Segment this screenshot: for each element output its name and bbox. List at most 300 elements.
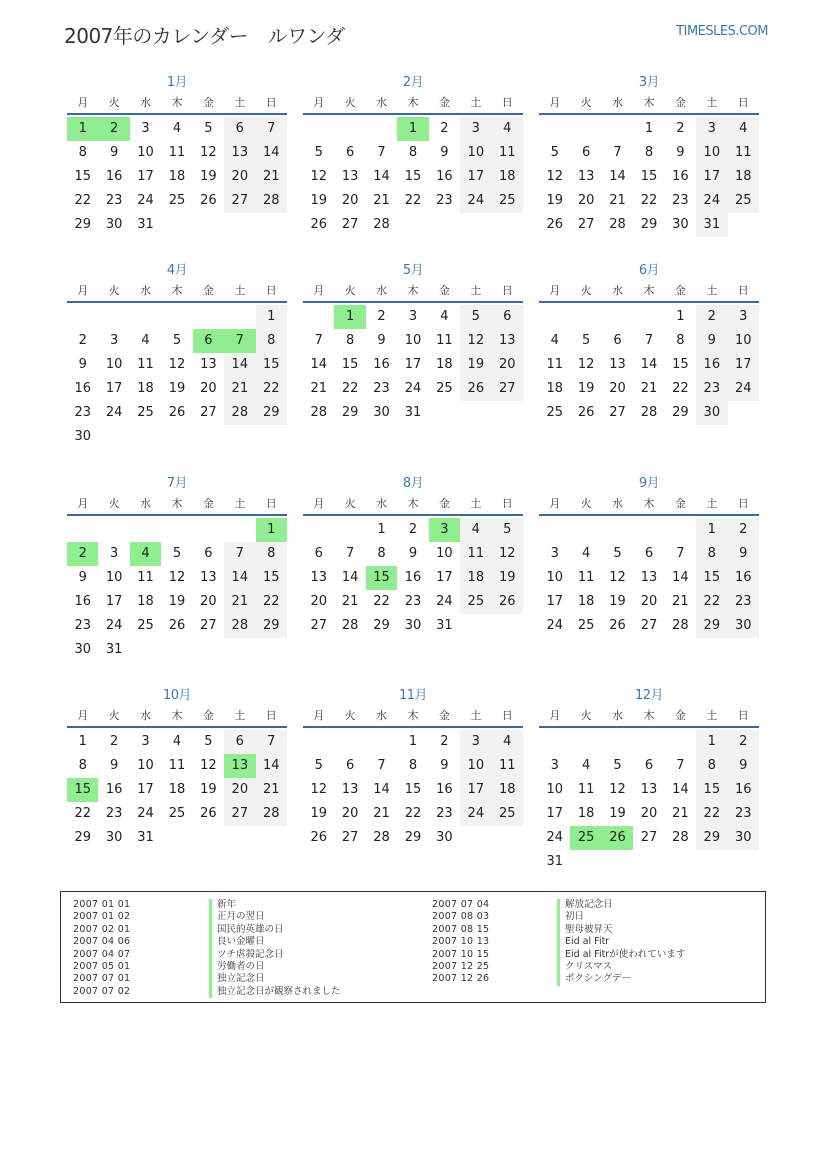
day-cell: 30: [696, 401, 727, 425]
day-cell: 18: [137, 594, 154, 609]
day-cell: 3: [141, 734, 150, 749]
day-cell: 22: [74, 193, 91, 208]
day-cell: 24: [546, 830, 563, 845]
day-cell: 28: [256, 189, 287, 213]
holiday-day-cell: 26: [602, 826, 633, 850]
holiday-day-cell: 1: [256, 518, 287, 542]
day-cell: 8: [676, 333, 685, 348]
empty-cell: [98, 518, 129, 542]
day-cell: 23: [373, 381, 390, 396]
day-cell: 25: [492, 189, 523, 213]
weekday-label: 火: [344, 709, 356, 722]
day-cell: 28: [373, 830, 390, 845]
day-cell: 3: [141, 121, 150, 136]
day-cell: 21: [310, 381, 327, 396]
holiday-day-cell: 2: [98, 117, 129, 141]
day-cell: 16: [105, 782, 123, 797]
holiday-date: 2007 05 01: [73, 960, 131, 972]
weekday-label: 日: [501, 497, 513, 510]
empty-cell: [224, 305, 255, 329]
day-cell: 6: [345, 145, 355, 160]
day-cell: 4: [141, 333, 150, 348]
weekday-label: 火: [108, 709, 120, 722]
day-cell: 14: [256, 754, 287, 778]
month-name: 3月: [638, 75, 660, 90]
day-cell: 26: [310, 830, 327, 845]
holiday-date: 2007 01 01: [73, 899, 131, 910]
weekday-label: 金: [438, 709, 450, 722]
weekday-label: 日: [501, 709, 513, 722]
empty-cell: [334, 117, 365, 141]
day-cell: 27: [341, 217, 359, 232]
holiday-day-cell: 1: [334, 305, 365, 329]
day-cell: 30: [74, 642, 91, 657]
empty-cell: [224, 518, 255, 542]
day-cell: 10: [696, 141, 727, 165]
day-cell: 22: [672, 381, 689, 396]
weekday-label: 木: [171, 96, 183, 109]
day-cell: 15: [696, 778, 727, 802]
day-cell: 14: [341, 570, 359, 585]
day-cell: 30: [728, 614, 759, 638]
day-cell: 20: [341, 806, 359, 821]
holiday-date: 2007 08 03: [432, 911, 490, 923]
day-cell: 20: [200, 381, 217, 396]
day-cell: 10: [137, 145, 154, 160]
day-cell: 7: [314, 333, 323, 348]
day-cell: 3: [460, 117, 491, 141]
day-cell: 4: [492, 117, 523, 141]
day-cell: 16: [436, 782, 453, 797]
month-name: 5月: [402, 263, 424, 278]
day-cell: 12: [460, 329, 491, 353]
day-cell: 4: [581, 758, 591, 773]
day-cell: 19: [200, 169, 217, 184]
weekday-label: 月: [549, 497, 561, 510]
weekday-label: 金: [438, 284, 450, 297]
empty-cell: [665, 730, 696, 754]
day-cell: 22: [256, 590, 287, 614]
day-cell: 29: [373, 618, 390, 633]
day-cell: 8: [256, 329, 287, 353]
day-grid: [539, 303, 759, 425]
page-title: 2007年のカレンダー ルワンダ: [64, 24, 345, 48]
day-cell: 19: [492, 566, 523, 590]
day-cell: 26: [609, 618, 626, 633]
day-cell: 23: [105, 193, 123, 208]
holiday-list: [60, 891, 766, 1003]
day-cell: 3: [408, 309, 418, 324]
day-cell: 3: [109, 546, 119, 561]
day-cell: 9: [728, 754, 759, 778]
site-brand[interactable]: TIMESLES.COM: [676, 24, 768, 39]
holiday-date: 2007 07 02: [73, 985, 131, 997]
day-cell: 8: [78, 758, 87, 773]
empty-cell: [570, 117, 601, 141]
day-grid: [303, 728, 523, 850]
weekday-label: 金: [202, 497, 214, 510]
weekday-label: 金: [674, 284, 686, 297]
day-cell: 14: [224, 353, 255, 377]
day-cell: 13: [224, 141, 255, 165]
month-name: 1月: [166, 75, 188, 90]
day-cell: 23: [436, 193, 453, 208]
day-cell: 17: [696, 165, 727, 189]
day-cell: 16: [105, 169, 123, 184]
day-cell: 8: [78, 145, 87, 160]
holiday-name: 初日: [557, 911, 584, 923]
weekday-header: [67, 93, 287, 115]
day-cell: 11: [168, 145, 186, 160]
weekday-label: 木: [407, 96, 419, 109]
weekday-label: 月: [313, 497, 325, 510]
day-cell: 10: [460, 754, 491, 778]
day-cell: 18: [577, 806, 595, 821]
day-cell: 11: [168, 758, 186, 773]
empty-cell: [602, 305, 633, 329]
day-cell: 10: [137, 758, 154, 773]
weekday-label: 土: [234, 284, 246, 297]
day-cell: 27: [492, 377, 523, 401]
day-cell: 10: [546, 570, 563, 585]
holiday-name: 独立記念日: [209, 973, 265, 985]
day-cell: 10: [436, 546, 453, 561]
day-cell: 10: [105, 357, 123, 372]
day-cell: 29: [672, 405, 689, 420]
day-cell: 7: [676, 758, 685, 773]
weekday-label: 月: [313, 284, 325, 297]
day-cell: 2: [377, 309, 386, 324]
day-cell: 21: [341, 594, 359, 609]
day-cell: 14: [256, 141, 287, 165]
day-cell: 12: [546, 169, 563, 184]
day-cell: 22: [341, 381, 359, 396]
day-cell: 7: [676, 546, 685, 561]
weekday-label: 月: [313, 709, 325, 722]
day-cell: 20: [640, 806, 658, 821]
day-cell: 30: [672, 217, 689, 232]
day-cell: 28: [310, 405, 327, 420]
holiday-day-cell: 6: [193, 329, 224, 353]
day-cell: 11: [728, 141, 759, 165]
day-cell: 17: [546, 806, 563, 821]
day-grid: [67, 115, 287, 237]
month-calendar: [539, 73, 759, 237]
day-cell: 12: [168, 570, 186, 585]
day-cell: 15: [256, 353, 287, 377]
day-cell: 25: [728, 189, 759, 213]
day-cell: 21: [256, 778, 287, 802]
holiday-day-cell: 15: [366, 566, 397, 590]
weekday-label: 日: [265, 709, 277, 722]
weekday-header: [67, 706, 287, 728]
day-cell: 13: [492, 329, 523, 353]
day-cell: 15: [341, 357, 359, 372]
month-calendar: [67, 474, 287, 662]
day-cell: 9: [377, 333, 386, 348]
day-cell: 23: [105, 806, 123, 821]
day-cell: 16: [728, 778, 759, 802]
day-cell: 22: [640, 193, 658, 208]
day-cell: 5: [581, 333, 591, 348]
empty-cell: [161, 518, 192, 542]
holiday-day-cell: 25: [570, 826, 601, 850]
day-cell: 9: [78, 357, 87, 372]
day-cell: 2: [408, 522, 418, 537]
day-cell: 6: [492, 305, 523, 329]
day-cell: 17: [105, 381, 123, 396]
empty-cell: [334, 730, 365, 754]
day-cell: 19: [609, 594, 626, 609]
weekday-label: 月: [77, 709, 89, 722]
weekday-header: [303, 494, 523, 516]
weekday-label: 水: [612, 709, 624, 722]
empty-cell: [602, 730, 633, 754]
day-cell: 27: [200, 405, 217, 420]
day-cell: 27: [224, 802, 255, 826]
day-cell: 12: [577, 357, 595, 372]
holiday-day-cell: 1: [397, 117, 428, 141]
day-cell: 19: [310, 806, 327, 821]
weekday-label: 水: [376, 284, 388, 297]
empty-cell: [539, 730, 570, 754]
weekday-label: 月: [77, 284, 89, 297]
holiday-date: 2007 12 26: [432, 973, 490, 985]
day-cell: 4: [728, 117, 759, 141]
day-cell: 10: [105, 570, 123, 585]
holiday-name: ボクシングデー: [557, 973, 631, 985]
month-calendar: [303, 261, 523, 425]
day-cell: 7: [345, 546, 355, 561]
month-calendar: [539, 261, 759, 425]
day-cell: 12: [200, 758, 217, 773]
day-cell: 26: [492, 590, 523, 614]
weekday-label: 火: [580, 284, 592, 297]
holiday-day-cell: 7: [224, 329, 255, 353]
day-cell: 12: [609, 782, 626, 797]
holiday-date: 2007 08 15: [432, 923, 490, 935]
day-grid: [67, 728, 287, 850]
day-cell: 31: [137, 217, 154, 232]
day-cell: 20: [609, 381, 626, 396]
day-cell: 16: [373, 357, 390, 372]
month-name: 8月: [402, 476, 424, 491]
day-cell: 25: [137, 618, 154, 633]
month-calendar: [67, 73, 287, 237]
day-cell: 4: [550, 333, 559, 348]
day-grid: [303, 115, 523, 237]
day-cell: 30: [74, 429, 91, 444]
day-cell: 12: [310, 782, 327, 797]
day-grid: [303, 516, 523, 638]
day-cell: 28: [672, 618, 689, 633]
weekday-label: 金: [438, 96, 450, 109]
day-cell: 19: [310, 193, 327, 208]
day-cell: 27: [310, 618, 327, 633]
holiday-name: 労働者の日: [209, 961, 265, 973]
day-cell: 5: [314, 758, 323, 773]
day-cell: 1: [644, 121, 654, 136]
holiday-name: 新年: [209, 899, 236, 911]
month-calendar: [67, 261, 287, 449]
day-cell: 12: [200, 145, 217, 160]
day-cell: 30: [728, 826, 759, 850]
weekday-label: 金: [674, 497, 686, 510]
day-cell: 24: [728, 377, 759, 401]
day-cell: 7: [644, 333, 654, 348]
day-grid: [539, 115, 759, 237]
day-cell: 13: [640, 570, 658, 585]
month-calendar: [539, 474, 759, 638]
day-cell: 11: [546, 357, 563, 372]
holiday-day-cell: 1: [67, 117, 98, 141]
day-cell: 15: [640, 169, 658, 184]
day-cell: 29: [640, 217, 658, 232]
month-name: 7月: [166, 476, 188, 491]
day-cell: 10: [546, 782, 563, 797]
weekday-label: 水: [612, 96, 624, 109]
day-cell: 8: [696, 754, 727, 778]
day-cell: 22: [696, 802, 727, 826]
day-cell: 27: [640, 618, 658, 633]
holiday-date: 2007 02 01: [73, 923, 131, 935]
day-cell: 23: [672, 193, 689, 208]
day-cell: 14: [373, 169, 390, 184]
day-cell: 6: [314, 546, 323, 561]
day-cell: 2: [728, 518, 759, 542]
empty-cell: [633, 305, 664, 329]
day-cell: 26: [460, 377, 491, 401]
day-cell: 24: [436, 594, 453, 609]
day-cell: 3: [460, 730, 491, 754]
day-cell: 5: [613, 546, 622, 561]
weekday-header: [67, 281, 287, 303]
day-cell: 21: [256, 165, 287, 189]
weekday-label: 金: [202, 284, 214, 297]
day-cell: 4: [440, 309, 449, 324]
empty-cell: [67, 305, 98, 329]
day-cell: 25: [492, 802, 523, 826]
day-cell: 27: [609, 405, 626, 420]
day-cell: 27: [577, 217, 595, 232]
day-cell: 18: [436, 357, 453, 372]
month-name: 10月: [162, 688, 192, 703]
day-cell: 14: [640, 357, 658, 372]
day-cell: 29: [256, 614, 287, 638]
day-cell: 12: [310, 169, 327, 184]
day-cell: 9: [78, 570, 87, 585]
day-cell: 20: [640, 594, 658, 609]
day-cell: 15: [404, 169, 422, 184]
day-cell: 11: [137, 570, 154, 585]
day-cell: 28: [640, 405, 658, 420]
empty-cell: [303, 117, 334, 141]
day-cell: 25: [546, 405, 563, 420]
day-cell: 18: [168, 169, 186, 184]
holiday-day-cell: 3: [429, 518, 460, 542]
weekday-label: 土: [234, 709, 246, 722]
day-grid: [67, 303, 287, 449]
day-cell: 29: [696, 826, 727, 850]
empty-cell: [633, 518, 664, 542]
day-cell: 18: [492, 165, 523, 189]
day-cell: 17: [460, 165, 491, 189]
day-cell: 22: [696, 590, 727, 614]
day-cell: 9: [440, 758, 449, 773]
day-cell: 6: [204, 546, 213, 561]
day-cell: 21: [672, 806, 689, 821]
day-cell: 18: [546, 381, 563, 396]
day-cell: 15: [672, 357, 689, 372]
day-cell: 30: [105, 830, 123, 845]
weekday-header: [303, 93, 523, 115]
day-cell: 1: [408, 734, 418, 749]
day-grid: [303, 303, 523, 425]
day-cell: 26: [577, 405, 595, 420]
day-cell: 11: [492, 141, 523, 165]
weekday-label: 金: [674, 96, 686, 109]
weekday-label: 月: [77, 497, 89, 510]
day-cell: 11: [577, 570, 595, 585]
weekday-label: 日: [737, 709, 749, 722]
weekday-label: 水: [140, 497, 152, 510]
weekday-label: 金: [438, 497, 450, 510]
weekday-label: 水: [376, 709, 388, 722]
weekday-label: 火: [580, 709, 592, 722]
day-cell: 11: [436, 333, 453, 348]
day-cell: 21: [224, 590, 255, 614]
weekday-label: 日: [737, 284, 749, 297]
day-cell: 2: [676, 121, 685, 136]
empty-cell: [98, 305, 129, 329]
day-cell: 25: [436, 381, 453, 396]
day-cell: 29: [404, 830, 422, 845]
day-cell: 17: [404, 357, 422, 372]
day-cell: 16: [728, 566, 759, 590]
day-cell: 26: [168, 405, 186, 420]
day-cell: 8: [408, 758, 418, 773]
day-cell: 19: [577, 381, 595, 396]
month-name: 2月: [402, 75, 424, 90]
weekday-label: 土: [234, 497, 246, 510]
holiday-name: 良い金曜日: [209, 936, 265, 948]
weekday-label: 木: [407, 284, 419, 297]
day-cell: 8: [377, 546, 386, 561]
day-cell: 26: [546, 217, 563, 232]
day-cell: 12: [609, 570, 626, 585]
weekday-label: 水: [140, 284, 152, 297]
day-cell: 9: [728, 542, 759, 566]
weekday-label: 日: [501, 96, 513, 109]
empty-cell: [67, 518, 98, 542]
empty-cell: [539, 117, 570, 141]
weekday-label: 月: [549, 709, 561, 722]
day-cell: 9: [440, 145, 449, 160]
day-cell: 13: [200, 357, 217, 372]
day-cell: 16: [404, 570, 422, 585]
day-cell: 6: [224, 117, 255, 141]
day-cell: 8: [644, 145, 654, 160]
day-cell: 30: [373, 405, 390, 420]
day-cell: 25: [460, 590, 491, 614]
day-cell: 11: [492, 754, 523, 778]
day-cell: 24: [137, 806, 154, 821]
day-cell: 16: [436, 169, 453, 184]
day-cell: 30: [436, 830, 453, 845]
day-cell: 8: [696, 542, 727, 566]
day-cell: 10: [404, 333, 422, 348]
day-cell: 29: [74, 217, 91, 232]
